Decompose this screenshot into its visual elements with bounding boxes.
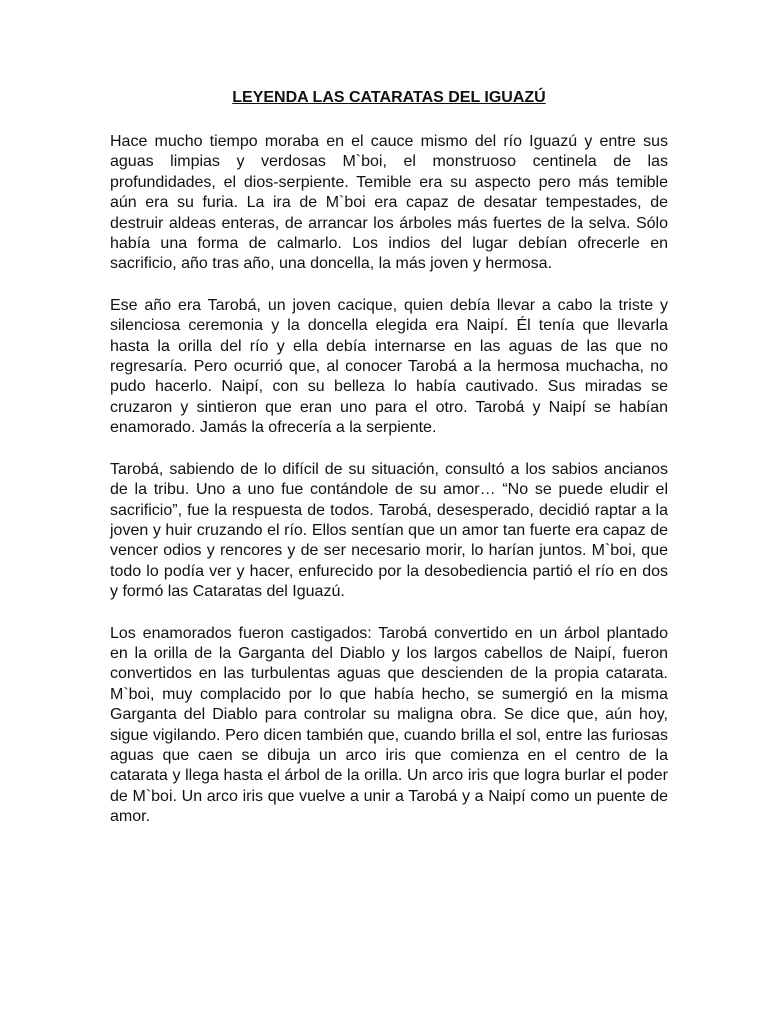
document-page <box>110 88 668 849</box>
paragraph-1: Hace mucho tiempo moraba en el cauce mismo del río Iguazú y entre sus aguas limpias y verdosas M`boi, el monstruoso centinela de las profundidades, el dios-serpiente. Temible era su aspecto pero más temible aún era su furia. La ira de M`boi era capaz de desatar tempestades, de destruir aldeas enteras, de arrancar los árboles más fuertes de la selva. Sólo había una forma de calmarlo. Los indios del lugar debían ofrecerle en sacrificio, año tras año, una doncella, la más joven y hermosa. <box>110 133 668 273</box>
paragraph-3: Tarobá, sabiendo de lo difícil de su situación, consultó a los sabios ancianos de la tribu. Uno a uno fue contándole de su amor… “No se puede eludir el sacrificio”, fue la respuesta de todos. Tarobá, desesperado, decidió raptar a la joven y huir cruzando el río. Ellos sentían que un amor tan fuerte era capaz de vencer odios y rencores y de ser necesario morir, lo harían juntos. M`boi, que todo lo podía ver y hacer, enfurecido por la desobediencia partió el río en dos y formó las Cataratas del Iguazú. <box>110 460 668 601</box>
paragraph-2: Ese año era Tarobá, un joven cacique, quien debía llevar a cabo la triste y silenciosa ceremonia y la doncella elegida era Naipí. Él tenía que llevarla hasta la orilla del río y ella debía internarse en las aguas de las que no regresaría. Pero ocurrió que, al conocer Tarobá a la hermosa muchacha, no pudo hacerlo. Naipí, con su belleza lo había cautivado. Sus miradas se cruzaron y sintieron que eran uno para el otro. Tarobá y Naipí se habían enamorado. Jamás la ofrecería a la serpiente. <box>110 296 668 437</box>
paragraph-4: Los enamorados fueron castigados: Tarobá convertido en un árbol plantado en la orilla de la Garganta del Diablo y los largos cabellos de Naipí, fueron convertidos en las turbulentas aguas que descienden de la propia catarata. M`boi, muy complacido por lo que había hecho, se sumergió en la misma Garganta del Diablo para controlar su maligna obra. Se dice que, aún hoy, sigue vigilando. Pero dicen también que, cuando brilla el sol, entre las furiosas aguas que caen se dibuja un arco iris que comienza en el centro de la catarata y llega hasta el árbol de la orilla. Un arco iris que logra burlar el poder de M`boi. Un arco iris que vuelve a unir a Tarobá y a Naipí como un puente de amor. <box>110 624 668 826</box>
document-title: LEYENDA LAS CATARATAS DEL IGUAZÚ <box>232 89 546 106</box>
